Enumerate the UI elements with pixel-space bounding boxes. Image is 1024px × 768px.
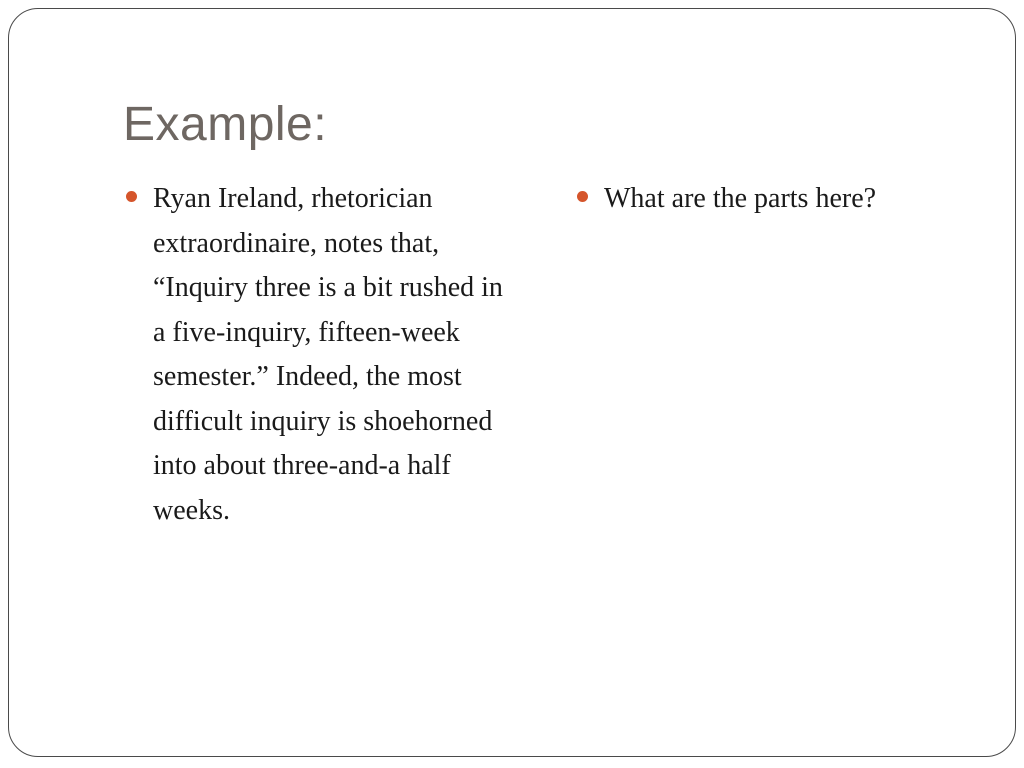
- right-column-bullet-list: [572, 177, 972, 222]
- slide-title: Example:: [123, 98, 328, 151]
- bullet-text: Ryan Ireland, rhetorician extraordinaire, notes that, “Inquiry three is a bit rushed in a five-inquiry, fifteen-week semester.” Indeed, the most difficult inquiry is shoehorned into about three-and-a half weeks.: [153, 183, 503, 526]
- bullet-dot-icon: [126, 191, 137, 202]
- slide-frame: [8, 8, 1016, 757]
- bullet-dot-icon: [577, 191, 588, 202]
- bullet-text: What are the parts here?: [604, 183, 877, 214]
- left-column-bullet-list: [121, 177, 521, 533]
- bullet-item: [121, 177, 521, 533]
- bullet-item: [572, 177, 972, 222]
